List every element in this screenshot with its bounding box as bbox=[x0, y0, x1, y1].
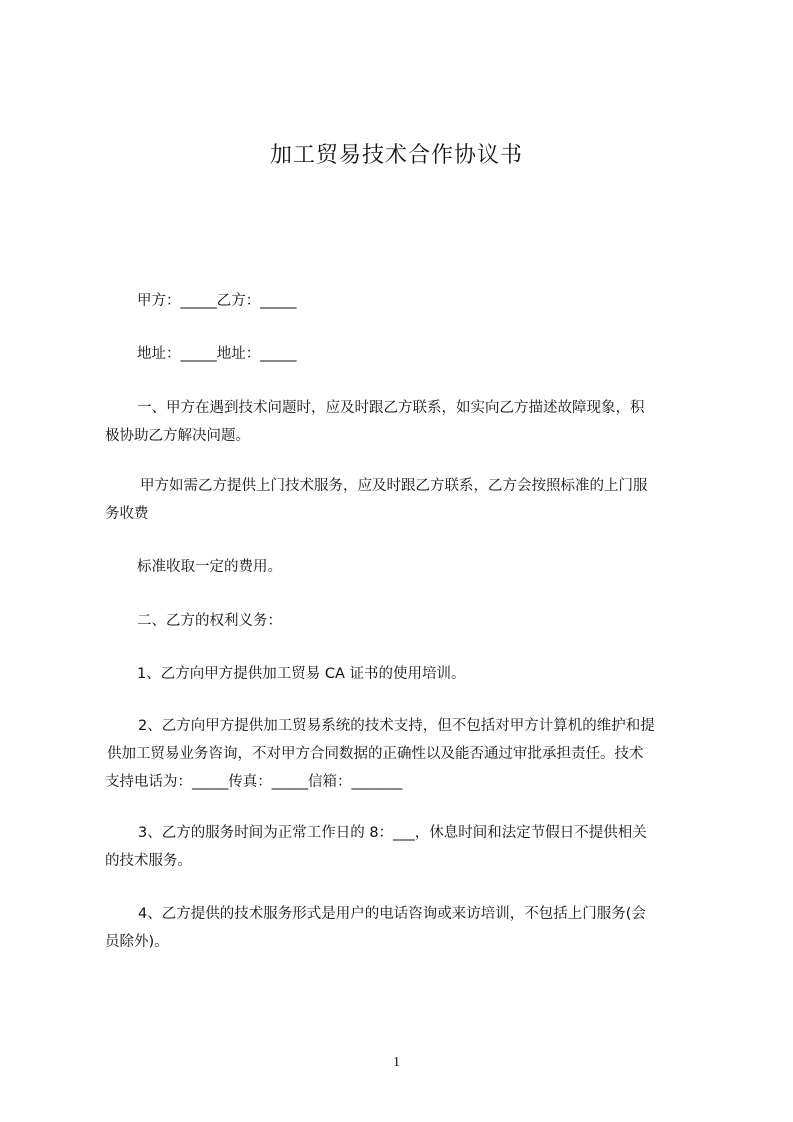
item-3-paragraph bbox=[105, 819, 705, 875]
onsite-service-line-2: 务收费 bbox=[105, 506, 149, 522]
page-number: 1 bbox=[393, 1055, 400, 1070]
document-title: 加工贸易技术合作协议书 bbox=[269, 143, 523, 168]
item-2-line-3: 支持电话为：_____传真：_____信箱：_______ bbox=[105, 774, 403, 790]
item-4-line-1: 4、乙方提供的技术服务形式是用户的电话咨询或来访培训，不包括上门服务(会 bbox=[138, 906, 646, 922]
item-2-paragraph bbox=[105, 712, 705, 796]
onsite-service-line-1: 甲方如需乙方提供上门技术服务，应及时跟乙方联系，乙方会按照标准的上门服 bbox=[140, 478, 648, 494]
section-1-line-2: 极协助乙方解决问题。 bbox=[105, 428, 250, 444]
fee-standard-line: 标准收取一定的费用。 bbox=[137, 559, 282, 575]
item-2-line-1: 2、乙方向甲方提供加工贸易系统的技术支持，但不包括对甲方计算机的维护和提 bbox=[138, 718, 655, 734]
address-line: 地址：_____地址：_____ bbox=[137, 346, 297, 362]
item-2-line-2: 供加工贸易业务咨询，不对甲方合同数据的正确性以及能否通过审批承担责任。技术 bbox=[107, 746, 644, 762]
item-4-paragraph bbox=[105, 900, 705, 956]
item-4-line-2: 员除外)。 bbox=[105, 934, 169, 950]
onsite-service-paragraph bbox=[105, 472, 705, 528]
section-1-paragraph bbox=[105, 394, 705, 450]
section-2-heading: 二、乙方的权利义务： bbox=[137, 613, 282, 629]
section-1-line-1: 一、甲方在遇到技术问题时，应及时跟乙方联系，如实向乙方描述故障现象，积 bbox=[137, 400, 645, 416]
item-3-line-2: 的技术服务。 bbox=[105, 853, 192, 869]
parties-line: 甲方：_____乙方：_____ bbox=[137, 293, 297, 309]
item-1-paragraph: 1、乙方向甲方提供加工贸易 CA 证书的使用培训。 bbox=[137, 666, 466, 682]
item-3-line-1: 3、乙方的服务时间为正常工作日的 8：___，休息时间和法定节假日不提供相关 bbox=[138, 825, 647, 841]
